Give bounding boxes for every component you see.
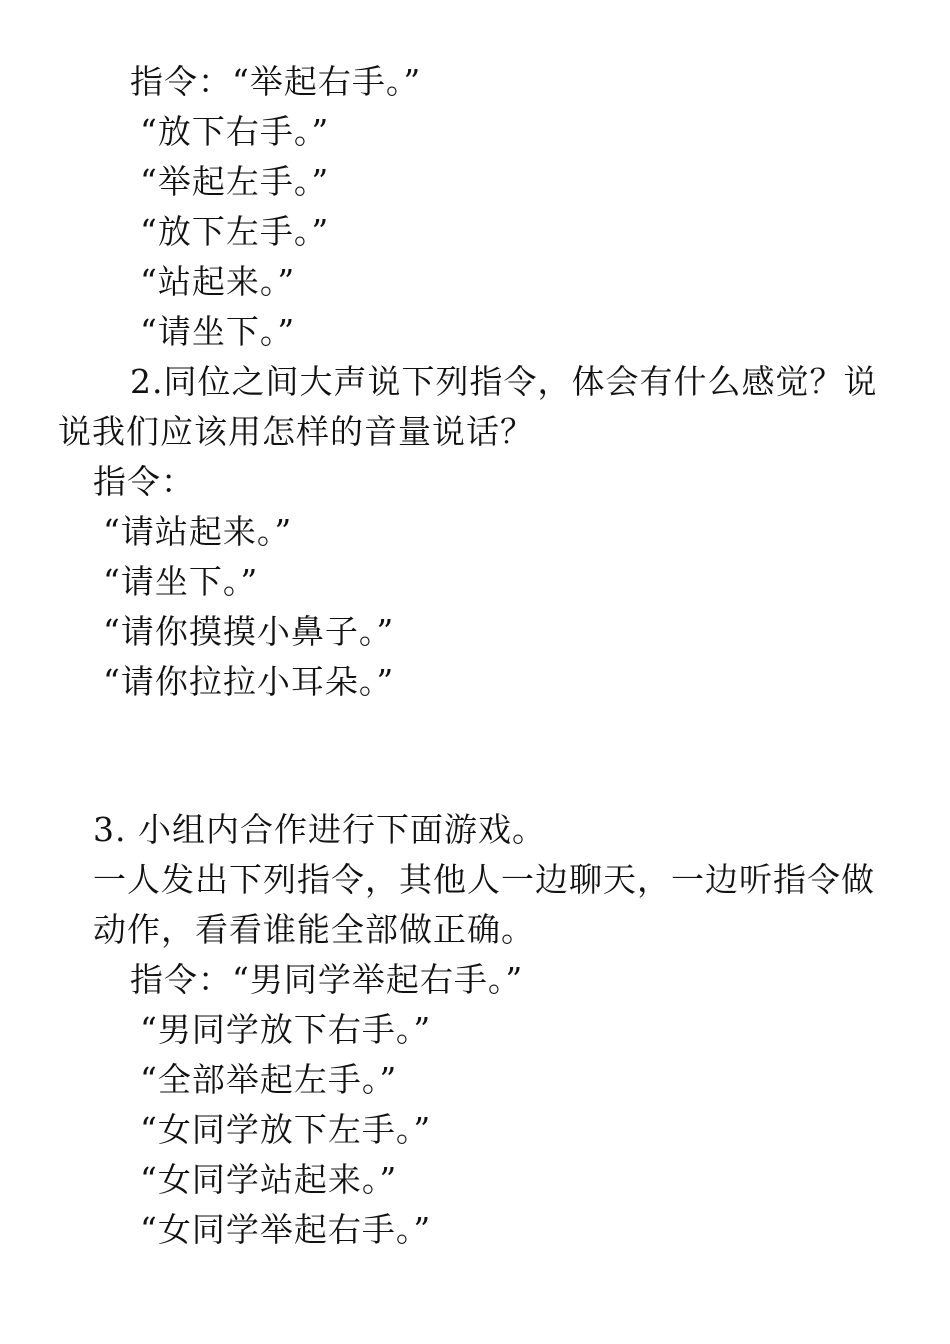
section3-line-5: “女同学站起来。” [140,1160,398,1199]
section3-line-6: “女同学举起右手。” [140,1210,432,1249]
section3-desc-line-1: 一人发出下列指令，其他人一边聊天，一边听指令做 [93,860,875,899]
section2-instruction-label: 指令： [93,462,195,501]
section1-line-2: “放下右手。” [140,112,330,151]
section2-question-line-2: 说我们应该用怎样的音量说话？ [58,412,534,451]
section3-line-2: “男同学放下右手。” [140,1010,432,1049]
section1-line-6: “请坐下。” [140,312,296,351]
section3-title: 3. 小组内合作进行下面游戏。 [93,810,546,849]
section3-line-4: “女同学放下左手。” [140,1110,432,1149]
section2-line-2: “请坐下。” [103,562,259,601]
section2-line-1: “请站起来。” [103,512,293,551]
section1-line-1: 指令：“举起右手。” [130,62,422,101]
section2-line-4: “请你拉拉小耳朵。” [103,662,395,701]
section3-line-3: “全部举起左手。” [140,1060,398,1099]
section1-line-5: “站起来。” [140,262,296,301]
section2-question-line-1: 2.同位之间大声说下列指令，体会有什么感觉？说 [130,362,878,401]
section1-line-3: “举起左手。” [140,162,330,201]
section3-line-1: 指令：“男同学举起右手。” [130,960,524,999]
section3-desc-line-2: 动作，看看谁能全部做正确。 [93,910,535,949]
section1-line-4: “放下左手。” [140,212,330,251]
section2-line-3: “请你摸摸小鼻子。” [103,612,395,651]
